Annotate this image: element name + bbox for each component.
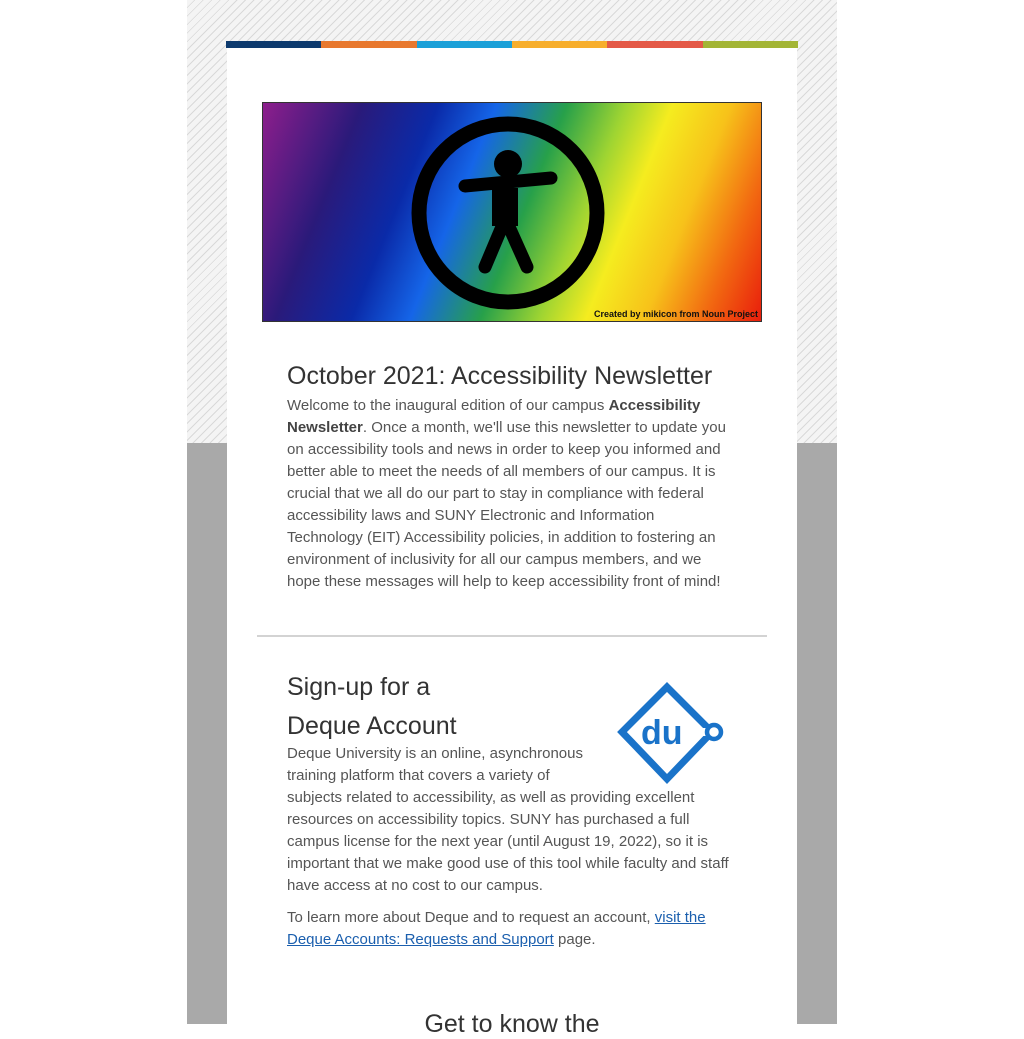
- deque-section: [287, 668, 733, 951]
- newsletter-card: [227, 48, 797, 1038]
- intro-paragraph: [287, 395, 733, 593]
- deque-title-line2: Deque Account: [287, 712, 457, 740]
- image-credit: Created by mikicon from Noun Project: [593, 309, 758, 319]
- newsletter-title: October 2021: Accessibility Newsletter: [287, 362, 713, 390]
- logo-text: du: [641, 714, 683, 752]
- logo-float-spacer: [605, 743, 733, 787]
- stripe-segment: [226, 41, 321, 48]
- email-background: [187, 0, 837, 1038]
- intro-text-prefix: Welcome to the inaugural edition of our campus: [287, 397, 609, 414]
- stripe-segment: [417, 41, 512, 48]
- cta-text-suffix: page.: [553, 931, 596, 948]
- intro-text-suffix: . Once a month, we'll use this newsletter to update you on accessibility tools and news in order to keep you informed and better able to meet the needs of all members of our campus. It is crucial that we all do our part to stay in compliance with federal accessibility laws and SUNY Electronic and Information Technology (EIT) Accessibility policies, in addition to fostering an environment of inclusivity for all our campus members, and we hope these messages will help to keep accessibility front of mind!: [287, 419, 726, 590]
- deque-title: [287, 668, 587, 746]
- cta-text-prefix: To learn more about Deque and to request an account,: [287, 909, 655, 926]
- deque-accounts-link[interactable]: visit the Deque Accounts: Requests and Support: [287, 909, 706, 948]
- universal-access-icon: [409, 114, 609, 314]
- rainbow-banner-image: [262, 102, 762, 322]
- stripe-segment: [703, 41, 798, 48]
- intro-section: [287, 360, 733, 593]
- stripe-segment: [321, 41, 416, 48]
- deque-cta-paragraph: [287, 907, 733, 951]
- intro-text-bold: Accessibility Newsletter: [287, 397, 701, 436]
- color-stripe: [226, 41, 798, 48]
- stripe-segment: [512, 41, 607, 48]
- next-section-title: Get to know the: [424, 1010, 600, 1038]
- deque-paragraph: Deque University is an online, asynchronous training platform that covers a variety of subjects related to accessibility, as well as providing excellent resources on accessibility topics. SUNY has purchased a full campus license for the next year (until August 19, 2022), so it is important that we make good use of this tool while faculty and staff have access at no cost to our campus.: [287, 743, 733, 897]
- section-divider: [257, 635, 767, 637]
- stripe-segment: [607, 41, 702, 48]
- deque-title-line1: Sign-up for a: [287, 673, 431, 701]
